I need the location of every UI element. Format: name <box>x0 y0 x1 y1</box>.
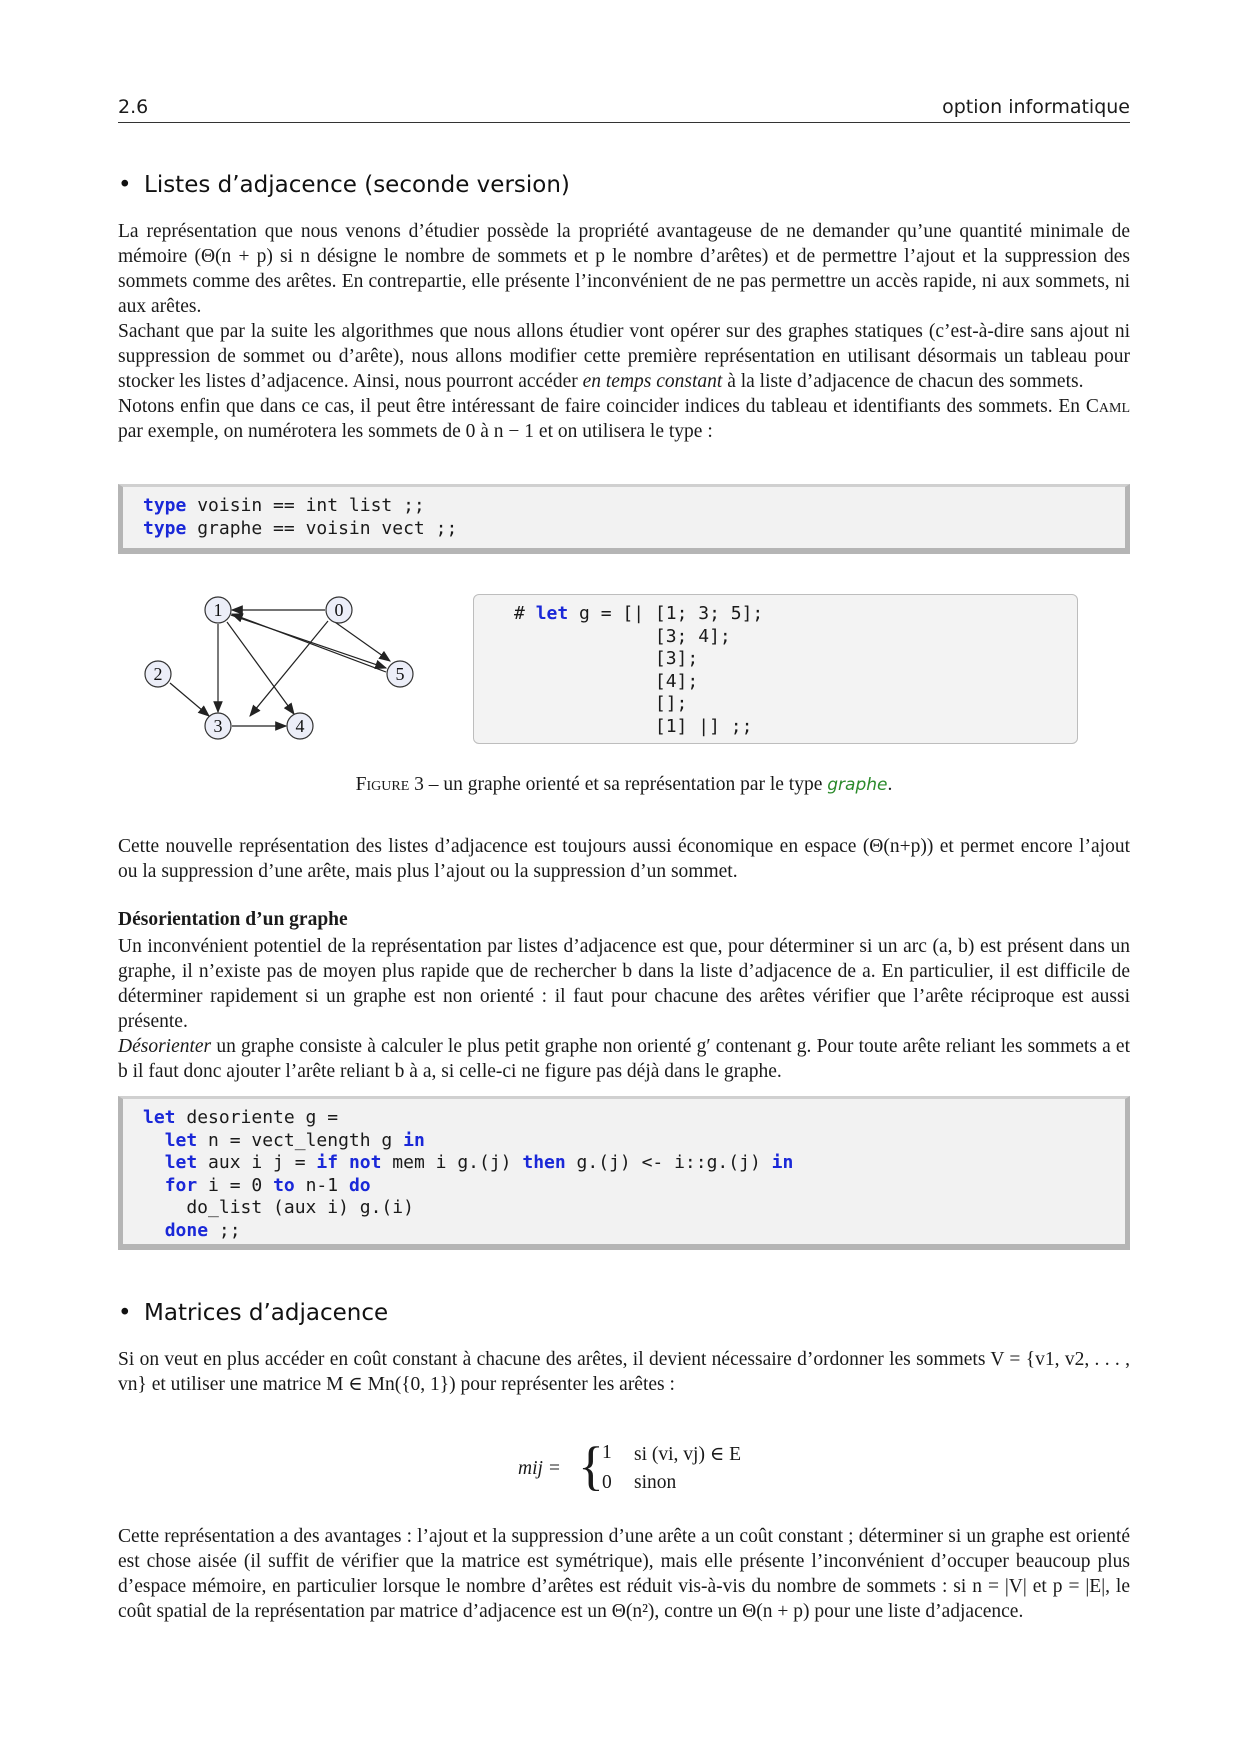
formula-lhs: mij = <box>518 1458 561 1479</box>
code-block-types: type voisin == int list ;; type graphe == voisin vect ;; <box>118 484 1130 554</box>
paragraph-after-figure: Cette nouvelle représentation des listes d’adjacence est toujours aussi économique en espace (Θ(n+p)) et permet encore l’ajout ou la suppression d’une arête, mais plus l’ajout ou la suppression d’un sommet. <box>118 836 1130 882</box>
node-label-2: 2 <box>153 664 163 684</box>
brace-icon: { <box>578 1436 604 1496</box>
case1-value: 1 <box>602 1442 612 1463</box>
figure-caption: Figure 3 – un graphe orienté et sa représentation par le type graphe. <box>355 774 893 795</box>
desorientation-paragraph-2: Désorienter un graphe consiste à calculer le plus petit graphe non orienté g′ contenant g. Pour toute arête reliant les sommets a et b il faut donc ajouter l’arête reliant b à a, si celle-ci ne figure pas déjà dans le graphe. <box>118 1036 1130 1082</box>
subheading-desorientation: Désorientation d’un graphe <box>118 909 348 930</box>
case1-condition: si (vi, vj) ∈ E <box>634 1444 742 1465</box>
section-number: 2.6 <box>118 96 149 118</box>
node-label-4: 4 <box>295 716 305 736</box>
node-label-1: 1 <box>213 600 223 620</box>
section-title-text: Listes d’adjacence (seconde version) <box>144 172 570 198</box>
section-title-listes <box>118 172 570 198</box>
section-title-matrices <box>118 1300 388 1326</box>
case2-value: 0 <box>602 1472 612 1493</box>
case2-condition: sinon <box>634 1472 677 1493</box>
code-block-desoriente: let desoriente g = let n = vect_length g in let aux i j = if not mem i g.(j) then g.(j) <- i::g.(j) in for i = 0 to n-1 do do_list (aux i) g.(i) done ;; <box>118 1096 1130 1250</box>
paragraph-3: Notons enfin que dans ce cas, il peut être intéressant de faire coincider indices du tableau et identifiants des sommets. En Caml par exemple, on numérotera les sommets de 0 à n − 1 et on utilisera le type : <box>118 396 1130 442</box>
graph-figure <box>153 584 418 754</box>
bullet-icon: • <box>118 1300 132 1326</box>
matrices-paragraph-1: Si on veut en plus accéder en coût constant à chacune des arêtes, il devient nécessaire d’ordonner les sommets V = {v1, v2, . . . , vn} et utiliser une matrice M ∈ Mn({0, 1}) pour représenter les arêtes : <box>118 1349 1130 1395</box>
option-label: option informatique <box>942 96 1130 118</box>
caml-listing: # let g = [| [1; 3; 5]; [3; 4]; [3]; [4]; []; [1] |] ;; <box>473 594 1078 744</box>
desorientation-paragraph-1: Un inconvénient potentiel de la représentation par listes d’adjacence est que, pour déterminer si un arc (a, b) est présent dans un graphe, il n’existe pas de moyen plus rapide que de rechercher b dans la liste d’adjacence de a. En particulier, il est difficile de déterminer rapidement si un graphe est non orienté : il faut pour chacune des arêtes vérifier que l’arête réciproque est aussi présente. <box>118 936 1130 1032</box>
bullet-icon: • <box>118 172 132 198</box>
edge-5-1 <box>232 614 386 672</box>
paragraph-2: Sachant que par la suite les algorithmes que nous allons étudier vont opérer sur des graphes statiques (c’est-à-dire sans ajout ni suppression de sommet ou d’arête), nous allons modifier cette première représentation en utilisant désormais un tableau pour stocker les listes d’adjacence. Ainsi, nous pourront accéder en temps constant à la liste d’adjacence de chacun des sommets. <box>118 321 1130 392</box>
section1-body <box>118 219 1130 444</box>
node-label-0: 0 <box>334 600 344 620</box>
matrices-paragraph-2: Cette représentation a des avantages : l’ajout et la suppression d’une arête a un coût constant ; déterminer si un graphe est orienté est chose aisée (il suffit de vérifier que la matrice est symétrique), mais elle présente l’inconvénient d’occuper beaucoup plus d’espace mémoire, en particulier lorsque le nombre d’arêtes est réduit vis-à-vis du nombre de sommets : si n = |V| et p = |E|, le coût spatial de la représentation par matrice d’adjacence est un Θ(n²), contre un Θ(n + p) pour une liste d’adjacence. <box>118 1526 1130 1622</box>
section-title-text: Matrices d’adjacence <box>144 1300 389 1326</box>
desorientation-body <box>118 934 1130 1084</box>
node-label-3: 3 <box>213 716 223 736</box>
edge-1-4 <box>227 622 294 714</box>
paragraph-1: La représentation que nous venons d’étudier possède la propriété avantageuse de ne demander qu’une quantité minimale de mémoire (Θ(n + p) si n désigne le nombre de sommets et p le nombre d’arêtes) et de permettre l’ajout et la suppression des sommets comme des arêtes. En contrepartie, elle présente l’inconvénient de ne pas permettre un accès rapide, ni aux sommets, ni aux arêtes. <box>118 221 1130 317</box>
node-label-5: 5 <box>395 664 405 684</box>
adjacency-formula <box>518 1438 818 1504</box>
page-header <box>118 96 1130 123</box>
edge-2-3 <box>170 683 209 716</box>
